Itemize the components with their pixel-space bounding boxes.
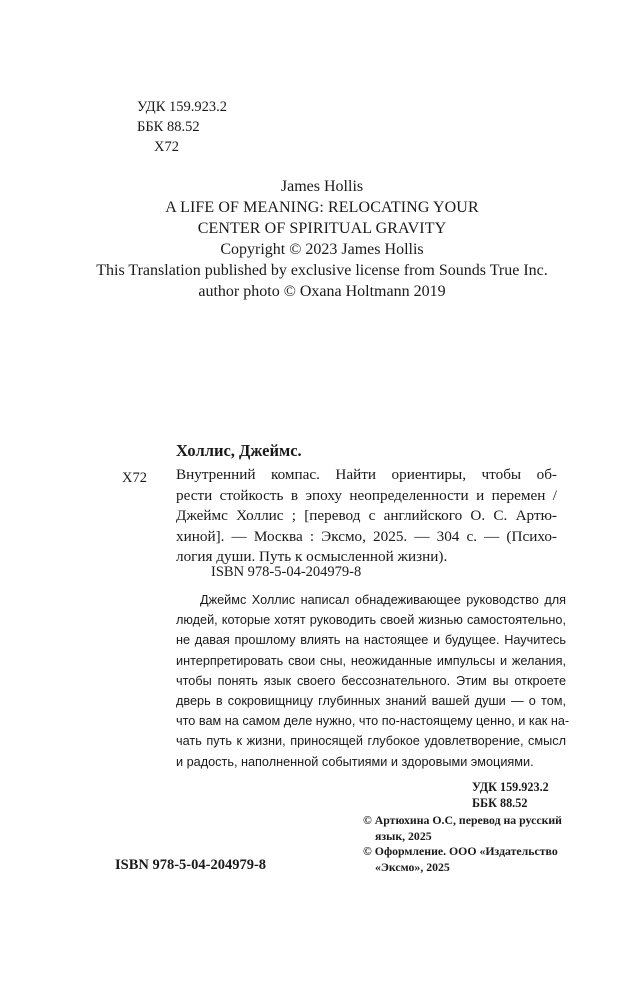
- annotation-line: дверь в сокровищницу глубинных знаний вашей души — о том,: [176, 694, 566, 709]
- bbk-code: ББК 88.52: [137, 119, 200, 135]
- udk-code-bottom: УДК 159.923.2: [472, 780, 549, 794]
- annotation: [176, 590, 570, 772]
- classification-codes-top: [137, 97, 227, 157]
- catalog-author-sign: Х72: [122, 470, 147, 486]
- design-copyright-cont: «Эксмо», 2025: [375, 859, 450, 874]
- annotation-line: чать путь к жизни, приносящей глубокое удовлетворение, смысл: [176, 734, 566, 749]
- original-edition-block: [0, 176, 644, 302]
- annotation-line: Джеймс Холлис написал обнадеживающее руководство для: [200, 593, 566, 607]
- annotation-line: людей, которые хотят руководить своей жизнью самостоятельно,: [176, 613, 566, 628]
- original-title-line-1: A LIFE OF MEANING: RELOCATING YOUR: [165, 199, 479, 216]
- original-title-line-2: CENTER OF SPIRITUAL GRAVITY: [197, 220, 447, 237]
- original-copyright: Copyright © 2023 James Hollis: [220, 241, 424, 258]
- udk-code: УДК 159.923.2: [137, 99, 227, 115]
- author-sign: Х72: [154, 139, 179, 155]
- bbk-code-bottom: ББК 88.52: [472, 795, 528, 810]
- catalog-isbn: ISBN 978-5-04-204979-8: [211, 564, 362, 580]
- catalog-description: [176, 465, 557, 568]
- isbn-bottom: ISBN 978-5-04-204979-8: [115, 857, 267, 873]
- classification-codes-bottom: [472, 780, 549, 811]
- translation-license: This Translation published by exclusive license from Sounds True Inc.: [96, 262, 548, 279]
- catalog-description-line: рести стойкость в эпоху неопределенности и перемен /: [176, 486, 557, 504]
- catalog-description-line: Джеймс Холлис ; [перевод с английского О. С. Артю-: [176, 507, 557, 524]
- catalog-author-heading: Холлис, Джеймс.: [176, 441, 302, 460]
- annotation-line: интерпретировать свои сны, неожиданные импульсы и желания,: [176, 653, 566, 668]
- annotation-line: и радость, наполненной событиями и здоровыми эмоциями.: [176, 754, 534, 769]
- translation-copyright-cont: язык, 2025: [375, 828, 432, 843]
- annotation-line: чтобы понять язык своего бессознательного. Этим вы откроете: [176, 673, 566, 688]
- design-copyright: © Оформление. ООО «Издательство: [363, 844, 558, 858]
- catalog-description-line: логия души. Путь к осмысленной жизни).: [176, 548, 448, 565]
- catalog-description-line: хиной]. — Москва : Эксмо, 2025. — 304 с. — (Психо-: [176, 527, 557, 545]
- photo-credit: author photo © Oxana Holtmann 2019: [198, 283, 446, 300]
- translation-copyright: © Артюхина О.С, перевод на русский: [363, 813, 562, 827]
- annotation-line: что вам на самом деле нужно, что по-настоящему ценно, и как на-: [176, 714, 570, 729]
- original-author: James Hollis: [280, 178, 364, 195]
- annotation-line: не давая прошлому влиять на настоящее и будущее. Научитесь: [176, 633, 566, 648]
- copyright-notices: [363, 813, 573, 875]
- catalog-description-line: Внутренний компас. Найти ориентиры, чтобы об-: [176, 466, 557, 483]
